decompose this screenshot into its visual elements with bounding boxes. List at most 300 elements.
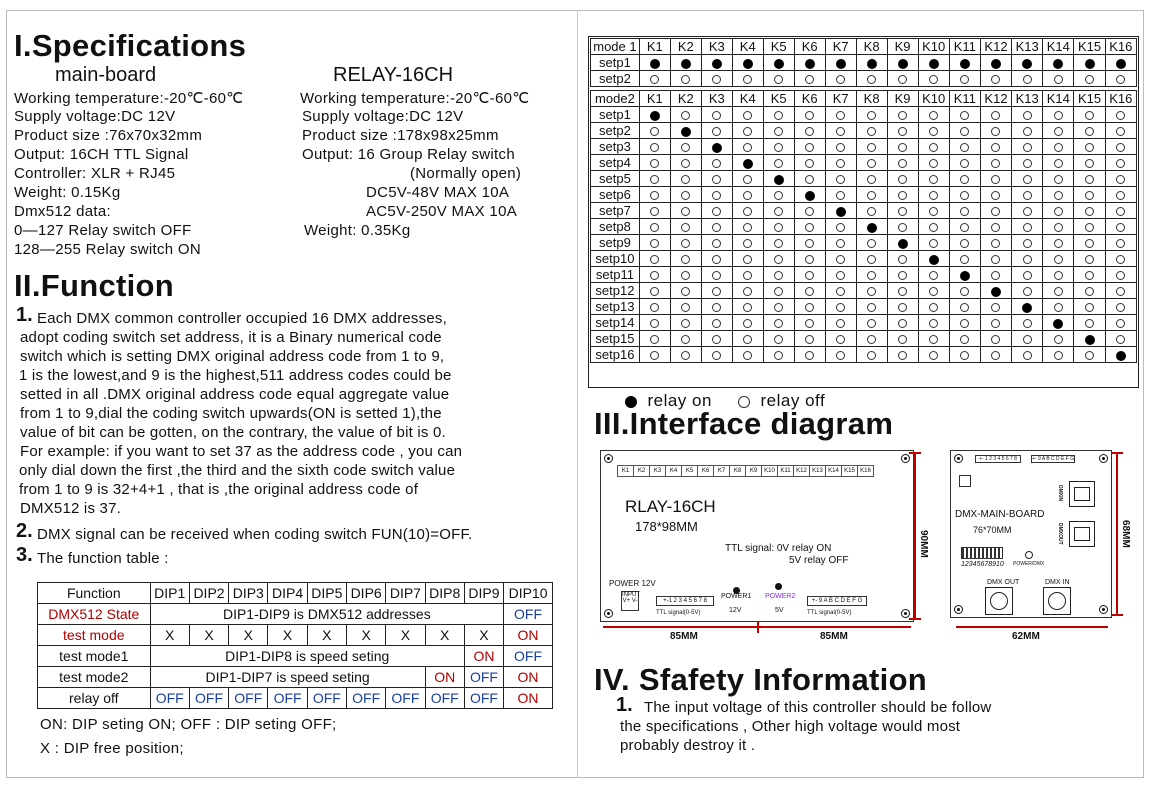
main-height-dim: 68MM (1120, 520, 1131, 548)
relay-off-dot-icon (681, 175, 690, 184)
relay-off-dot-icon (1116, 127, 1125, 136)
relay-off-dot-icon (743, 271, 752, 280)
dip9-cell: ON (464, 646, 503, 667)
relay-off-dot-icon (1085, 143, 1094, 152)
state-cell (670, 315, 701, 331)
mode-row (591, 347, 1137, 363)
state-cell (701, 171, 732, 187)
relay-off-dot-icon (681, 75, 690, 84)
relay-off-dot-icon (960, 111, 969, 120)
relay-off-dot-icon (1023, 239, 1032, 248)
relay-off-dot-icon (867, 239, 876, 248)
relay-on-dot-icon (681, 59, 691, 69)
state-cell (1043, 203, 1074, 219)
state-cell (1012, 315, 1043, 331)
state-cell (639, 283, 670, 299)
relay-off-dot-icon (898, 175, 907, 184)
relay-on-dot-icon (681, 127, 691, 137)
relay-off-dot-icon (929, 351, 938, 360)
relay-off-dot-icon (1023, 111, 1032, 120)
state-cell (794, 235, 825, 251)
state-cell (1105, 267, 1136, 283)
relay-off-dot-icon (1023, 223, 1032, 232)
relay-off-dot-icon (929, 111, 938, 120)
state-cell (732, 251, 763, 267)
dip-cell: OFF (425, 688, 464, 709)
main-board-spec-line: Weight: 0.15Kg (14, 184, 121, 201)
relay-off-dot-icon (681, 159, 690, 168)
relay-off-dot-icon (774, 319, 783, 328)
relay-off-dot-icon (712, 111, 721, 120)
mode-row (591, 123, 1137, 139)
k-header-cell: K15 (1074, 39, 1105, 55)
state-cell (701, 331, 732, 347)
state-cell (1043, 187, 1074, 203)
step-label-cell: setp16 (591, 347, 640, 363)
relay-on-dot-icon (898, 59, 908, 69)
mode-table-wrap (588, 36, 1139, 388)
relay-off-dot-icon (960, 127, 969, 136)
relay-off-dot-icon (712, 75, 721, 84)
relay-off-dot-icon (991, 303, 1000, 312)
state-cell (980, 251, 1011, 267)
relay-board-size: 178*98MM (635, 519, 698, 534)
relay-off-dot-icon (681, 207, 690, 216)
function-table-header: DIP7 (386, 583, 425, 604)
main-height-line (1116, 452, 1118, 616)
relay-off-dot-icon (836, 351, 845, 360)
state-cell (825, 55, 856, 71)
state-cell (887, 267, 918, 283)
state-cell (670, 187, 701, 203)
state-cell (794, 347, 825, 363)
relay-on-dot-icon (650, 111, 660, 121)
state-cell (1043, 219, 1074, 235)
relay-off-dot-icon (1085, 239, 1094, 248)
relay-off-dot-icon (1116, 175, 1125, 184)
state-cell (763, 331, 794, 347)
safety-line-1: The input voltage of this controller should be follow (644, 699, 992, 716)
function-text-line: setted in all .DMX original address code equal aggregate value (20, 386, 450, 403)
state-cell (732, 107, 763, 123)
relay-terminal: K15 (841, 465, 858, 477)
state-cell (1043, 331, 1074, 347)
screw-icon (1099, 454, 1108, 463)
function-text-line: adopt coding switch set address, it is a Binary numerical code (20, 329, 442, 346)
state-cell (949, 299, 980, 315)
relay-off-dot-icon (991, 207, 1000, 216)
relay-off-dot-icon (805, 143, 814, 152)
state-cell (856, 155, 887, 171)
k-header-cell: K14 (1043, 91, 1074, 107)
dmx-out-port-label: DMXOUT (1057, 523, 1063, 545)
relay-off-dot-icon (1054, 287, 1063, 296)
state-cell (763, 139, 794, 155)
state-cell (1012, 107, 1043, 123)
relay-off-dot-icon (960, 255, 969, 264)
relay-on-dot-icon (991, 287, 1001, 297)
dmx-in-label: DMX IN (1045, 579, 1070, 586)
state-cell (1012, 283, 1043, 299)
state-cell (763, 267, 794, 283)
relay-off-dot-icon (774, 303, 783, 312)
relay-off-dot-icon (960, 143, 969, 152)
relay-terminal: K11 (777, 465, 794, 477)
relay-off-dot-icon (1023, 319, 1032, 328)
relay-on-dot-icon (1022, 303, 1032, 313)
state-cell (639, 235, 670, 251)
relay-off-dot-icon (898, 75, 907, 84)
relay-off-dot-icon (960, 175, 969, 184)
relay-connector-2: +- 9 A B C D E F G (807, 596, 867, 606)
state-cell (887, 219, 918, 235)
relay-off-dot-icon (836, 335, 845, 344)
k-header-cell: K11 (949, 39, 980, 55)
relay-off-dot-icon (681, 287, 690, 296)
state-cell (887, 187, 918, 203)
state-cell (856, 123, 887, 139)
relay-on-dot-icon (1053, 319, 1063, 329)
relay-off-dot-icon (929, 319, 938, 328)
relay-on-dot-icon (836, 207, 846, 217)
state-cell (949, 171, 980, 187)
state-cell (856, 187, 887, 203)
function-text-line: DMX signal can be received when coding switch FUN(10)=OFF. (37, 526, 473, 543)
relay-off-dot-icon (805, 239, 814, 248)
state-cell (1105, 331, 1136, 347)
state-cell (949, 71, 980, 87)
state-cell (1043, 171, 1074, 187)
dim-tick (909, 618, 921, 620)
function-title: II.Function (14, 268, 174, 303)
state-cell (732, 267, 763, 283)
function-table-row (38, 604, 553, 625)
function-table-header: DIP3 (229, 583, 268, 604)
state-cell (1105, 107, 1136, 123)
dip-cell: X (229, 625, 268, 646)
state-cell (825, 299, 856, 315)
relay-off-dot-icon (681, 303, 690, 312)
relay-off-dot-icon (867, 143, 876, 152)
state-cell (949, 139, 980, 155)
state-cell (1105, 299, 1136, 315)
state-cell (887, 123, 918, 139)
state-cell (856, 267, 887, 283)
dip-cell: OFF (229, 688, 268, 709)
dip10-cell: ON (504, 688, 553, 709)
state-cell (887, 107, 918, 123)
function-name-cell: test mode1 (38, 646, 151, 667)
vv-label: V+ V- (622, 598, 638, 604)
state-cell (980, 283, 1011, 299)
relay-off-dot-icon (1023, 143, 1032, 152)
relay-off-dot-icon (743, 287, 752, 296)
function-table-header: DIP1 (150, 583, 189, 604)
state-cell (856, 219, 887, 235)
state-cell (1043, 55, 1074, 71)
state-cell (1012, 123, 1043, 139)
state-cell (670, 299, 701, 315)
state-cell (670, 267, 701, 283)
state-cell (794, 251, 825, 267)
mode-row (591, 155, 1137, 171)
function-table-row (38, 667, 553, 688)
relay-off-dot-icon (1085, 75, 1094, 84)
relay-off-dot-icon (712, 223, 721, 232)
k-header-cell: K12 (980, 39, 1011, 55)
state-cell (1074, 235, 1105, 251)
relay-off-dot-icon (712, 159, 721, 168)
state-cell (918, 267, 949, 283)
mode-row (591, 203, 1137, 219)
main-board-spec-line: Output: 16CH TTL Signal (14, 146, 189, 163)
relay-off-dot-icon (836, 111, 845, 120)
state-cell (670, 219, 701, 235)
dip10-cell: ON (504, 625, 553, 646)
relay-off-dot-icon (929, 239, 938, 248)
main-board-spec-line: 0—127 Relay switch OFF (14, 222, 192, 239)
relay-off-dot-icon (867, 75, 876, 84)
mode-row (591, 187, 1137, 203)
relay-spec-line: Output: 16 Group Relay switch (302, 146, 515, 163)
ttl-signal-label-2: TTL signal(0-5V) (807, 610, 852, 616)
relay-spec-line: AC5V-250V MAX 10A (366, 203, 518, 220)
state-cell (980, 315, 1011, 331)
relay-off-dot-icon (743, 175, 752, 184)
state-cell (1074, 171, 1105, 187)
k-header-cell: K5 (763, 39, 794, 55)
relay-off-dot-icon (774, 191, 783, 200)
relay-off-dot-icon (743, 335, 752, 344)
state-cell (949, 55, 980, 71)
relay-off-dot-icon (898, 159, 907, 168)
relay-terminal: K16 (857, 465, 874, 477)
state-cell (701, 235, 732, 251)
state-cell (670, 155, 701, 171)
state-cell (1074, 107, 1105, 123)
state-cell (887, 139, 918, 155)
state-cell (980, 107, 1011, 123)
state-cell (949, 283, 980, 299)
relay-off-dot-icon (650, 351, 659, 360)
relay-terminal: K1 (617, 465, 634, 477)
relay-off-dot-icon (1054, 351, 1063, 360)
relay-off-dot-icon (774, 335, 783, 344)
k-header-cell: K3 (701, 91, 732, 107)
relay-off-dot-icon (681, 319, 690, 328)
state-cell (639, 315, 670, 331)
main-board-diagram (950, 450, 1112, 618)
relay-off-dot-icon (1116, 239, 1125, 248)
state-cell (856, 55, 887, 71)
state-cell (887, 315, 918, 331)
ttl-note-1: TTL signal: 0V relay ON (725, 543, 832, 554)
function-text-line: from 1 to 9,dial the coding switch upwards(ON is setted 1),the (20, 405, 442, 422)
relay-off-dot-icon (1023, 255, 1032, 264)
relay-off-dot-icon (1085, 207, 1094, 216)
main-board-spec-line: Working temperature:-20℃-60℃ (14, 90, 244, 107)
function-name-cell: test mode2 (38, 667, 151, 688)
function-name-cell: relay off (38, 688, 151, 709)
relay-off-dot-icon (774, 255, 783, 264)
relay-off-dot-icon (1054, 143, 1063, 152)
mode-row (591, 219, 1137, 235)
relay-terminal: K13 (809, 465, 826, 477)
state-cell (639, 187, 670, 203)
state-cell (949, 107, 980, 123)
relay-off-dot-icon (836, 143, 845, 152)
relay-off-dot-icon (1116, 335, 1125, 344)
mode-row (591, 171, 1137, 187)
relay-off-dot-icon (898, 207, 907, 216)
power2-label: POWER2 (765, 593, 796, 600)
k-header-cell: K16 (1105, 39, 1136, 55)
relay-off-dot-icon (1054, 223, 1063, 232)
relay-off-dot-icon (991, 351, 1000, 360)
relay-on-dot-icon (867, 223, 877, 233)
relay-terminal: K2 (633, 465, 650, 477)
relay-off-dot-icon (681, 271, 690, 280)
state-cell (1043, 267, 1074, 283)
k-header-cell: K2 (670, 39, 701, 55)
relay-on-dot-icon (1022, 59, 1032, 69)
mode-row (591, 331, 1137, 347)
state-cell (918, 155, 949, 171)
state-cell (825, 107, 856, 123)
state-cell (949, 315, 980, 331)
function-note-2: X : DIP free position; (40, 740, 184, 757)
main-board-size: 76*70MM (973, 525, 1012, 535)
dip-cell: OFF (189, 688, 228, 709)
state-cell (949, 267, 980, 283)
state-cell (639, 155, 670, 171)
relay-off-dot-icon (960, 159, 969, 168)
state-cell (980, 235, 1011, 251)
relay-off-dot-icon (743, 191, 752, 200)
state-cell (825, 171, 856, 187)
relay-off-dot-icon (712, 207, 721, 216)
relay-off-dot-icon (991, 111, 1000, 120)
state-cell (670, 123, 701, 139)
state-cell (701, 55, 732, 71)
step-label-cell: setp11 (591, 267, 640, 283)
step-label-cell: setp12 (591, 283, 640, 299)
relay-on-dot-icon (712, 143, 722, 153)
k-header-cell: K3 (701, 39, 732, 55)
relay-off-dot-icon (991, 239, 1000, 248)
state-cell (1105, 251, 1136, 267)
relay-off-dot-icon (1023, 175, 1032, 184)
relay-off-dot-icon (929, 159, 938, 168)
state-cell (949, 155, 980, 171)
state-cell (918, 139, 949, 155)
state-cell (887, 203, 918, 219)
relay-off-dot-icon (991, 191, 1000, 200)
jumper-block (959, 475, 971, 487)
state-cell (1105, 235, 1136, 251)
state-cell (732, 171, 763, 187)
relay-off-dot-icon (1085, 127, 1094, 136)
relay-off-dot-icon (991, 335, 1000, 344)
relay-off-dot-icon (650, 223, 659, 232)
power-input-connector (621, 591, 639, 611)
screw-icon (954, 454, 963, 463)
relay-off-dot-icon (774, 143, 783, 152)
state-cell (701, 267, 732, 283)
dmx-out-label: DMX OUT (987, 579, 1020, 586)
relay-off-dot-icon (805, 127, 814, 136)
state-cell (1012, 235, 1043, 251)
relay-off-dot-icon (681, 223, 690, 232)
function-table-header: DIP6 (346, 583, 385, 604)
state-cell (1012, 251, 1043, 267)
state-cell (918, 251, 949, 267)
relay-off-dot-icon (1085, 175, 1094, 184)
main-board-spec-line: Product size :76x70x32mm (14, 127, 203, 144)
relay-off-dot-icon (867, 319, 876, 328)
xlr-in-icon (1043, 587, 1071, 615)
state-cell (1074, 55, 1105, 71)
safety-line-3: probably destroy it . (620, 737, 756, 754)
main-board-spec-line: Supply voltage:DC 12V (14, 108, 176, 125)
state-cell (732, 139, 763, 155)
relay-off-dot-icon (743, 239, 752, 248)
dip-cell: X (464, 625, 503, 646)
relay-off-dot-icon (929, 143, 938, 152)
relay-off-dot-icon (898, 335, 907, 344)
state-cell (670, 203, 701, 219)
state-cell (1074, 203, 1105, 219)
step-label-cell: setp8 (591, 219, 640, 235)
relay-off-dot-icon (1054, 159, 1063, 168)
relay-off-dot-icon (805, 75, 814, 84)
relay-off-dot-icon (960, 303, 969, 312)
relay-off-dot-icon (1116, 191, 1125, 200)
relay-off-dot-icon (774, 239, 783, 248)
relay-off-dot-icon (836, 255, 845, 264)
relay-off-dot-icon (898, 351, 907, 360)
state-cell (856, 331, 887, 347)
relay-off-dot-icon (650, 287, 659, 296)
dmx-in-rj45-port (1069, 481, 1095, 507)
state-cell (1012, 171, 1043, 187)
function-text-line: only dial down the first ,the third and the sixth code switch value (19, 462, 456, 479)
state-cell (980, 71, 1011, 87)
dip-cell: OFF (386, 688, 425, 709)
main-board-name: DMX-MAIN-BOARD (955, 509, 1045, 520)
step-label-cell: setp9 (591, 235, 640, 251)
function-name-cell: test mode (38, 625, 151, 646)
k-header-cell: K2 (670, 91, 701, 107)
relay-off-dot-icon (898, 223, 907, 232)
relay-off-dot-icon (1116, 207, 1125, 216)
state-cell (639, 107, 670, 123)
relay-off-dot-icon (1054, 239, 1063, 248)
relay-on-dot-icon (650, 59, 660, 69)
state-cell (887, 283, 918, 299)
state-cell (1043, 123, 1074, 139)
relay-on-dot-icon (929, 255, 939, 265)
state-cell (701, 347, 732, 363)
input-label: INPUT (622, 592, 640, 598)
relay-off-dot-icon (743, 319, 752, 328)
legend-on-label: relay on (647, 391, 712, 410)
function-text-line: value of bit can be gotten, on the contrary, the value of bit is 0. (20, 424, 446, 441)
state-cell (670, 331, 701, 347)
dim-tick (1111, 614, 1123, 616)
relay-off-dot-icon (836, 75, 845, 84)
relay-off-dot-icon (991, 159, 1000, 168)
